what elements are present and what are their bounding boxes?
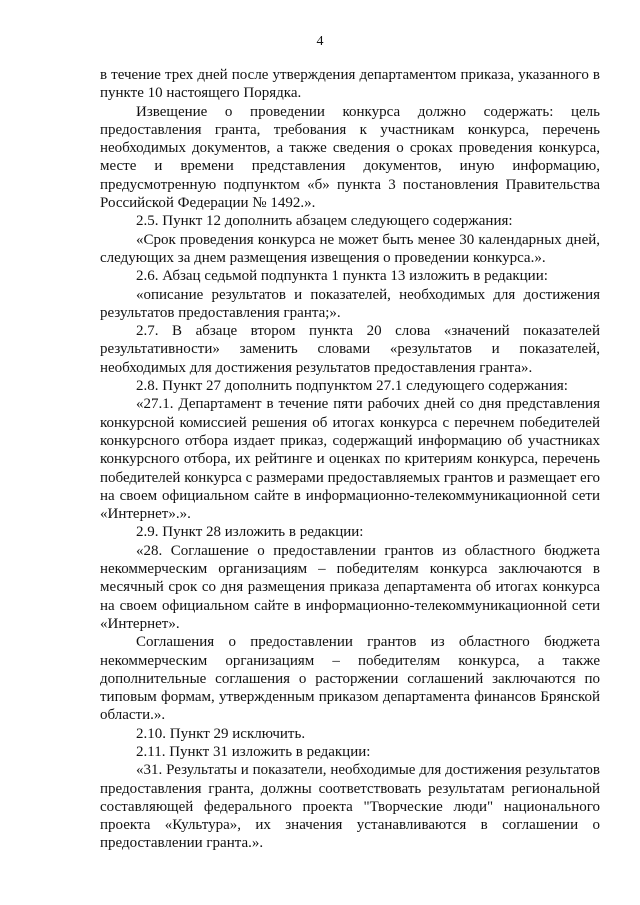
paragraph: Соглашения о предоставлении грантов из областного бюджета некоммерческим организациям – победителям конкурса, а также дополнительные соглашения о расторжении соглашений заключаются по типовым формам, утвержденным приказом департамента финансов Брянской области.». — [100, 634, 600, 724]
paragraph: 2.6. Абзац седьмой подпункта 1 пункта 13 изложить в редакции: — [136, 268, 548, 285]
paragraph: Извещение о проведении конкурса должно содержать: цель предоставления гранта, требования к участникам конкурса, перечень необходимых документов, а также сведения о сроках проведения конкурса, месте и времени представления документов, иную информацию, предусмотренную подпунктом «б» пункта 3 постановления Правительства Российской Федерации № 1492.». — [100, 103, 600, 212]
paragraph: в течение трех дней после утверждения департаментом приказа, указанного в пункте 10 настоящего Порядка. — [100, 67, 600, 102]
paragraph: 2.11. Пункт 31 изложить в редакции: — [136, 743, 371, 760]
paragraph: 2.9. Пункт 28 изложить в редакции: — [136, 524, 364, 541]
paragraph: 2.8. Пункт 27 дополнить подпунктом 27.1 следующего содержания: — [136, 378, 568, 395]
paragraph: 2.7. В абзаце втором пункта 20 слова «значений показателей результативности» заменить словами «результатов и показателей, необходимых для достижения результатов предоставления гранта». — [100, 323, 600, 376]
paragraph: 2.10. Пункт 29 исключить. — [136, 725, 306, 742]
paragraph: «27.1. Департамент в течение пяти рабочих дней со дня представления конкурсной комиссией решения об итогах конкурса с перечнем победителей конкурсного отбора издает приказ, содержащий информацию об участниках конкурсного отбора, их рейтинге и оценках по критериям конкурса, перечень победителей конкурса с размерами предоставляемых грантов и размещает его на своем официальном сайте в информационно-телекоммуникационной сети «Интернет».». — [100, 396, 600, 523]
document-body — [100, 66, 600, 853]
paragraph: «31. Результаты и показатели, необходимые для достижения результатов предоставления гранта, должны соответствовать результатам региональной составляющей федерального проекта "Творческие люди" национального проекта «Культура», их значения устанавливаются в соглашении о предоставлении гранта.». — [100, 762, 600, 852]
paragraph: «описание результатов и показателей, необходимых для достижения результатов предоставления гранта;». — [100, 286, 600, 321]
paragraph: 2.5. Пункт 12 дополнить абзацем следующего содержания: — [136, 213, 513, 230]
paragraph: «Срок проведения конкурса не может быть менее 30 календарных дней, следующих за днем размещения извещения о проведении конкурса.». — [100, 231, 600, 266]
paragraph: «28. Соглашение о предоставлении грантов из областного бюджета некоммерческим организациям – победителям конкурса заключаются в месячный срок со дня размещения приказа департамента об итогах конкурса на своем официальном сайте в информационно-телекоммуникационной сети «Интернет». — [100, 542, 600, 632]
page-number: 4 — [316, 34, 324, 49]
